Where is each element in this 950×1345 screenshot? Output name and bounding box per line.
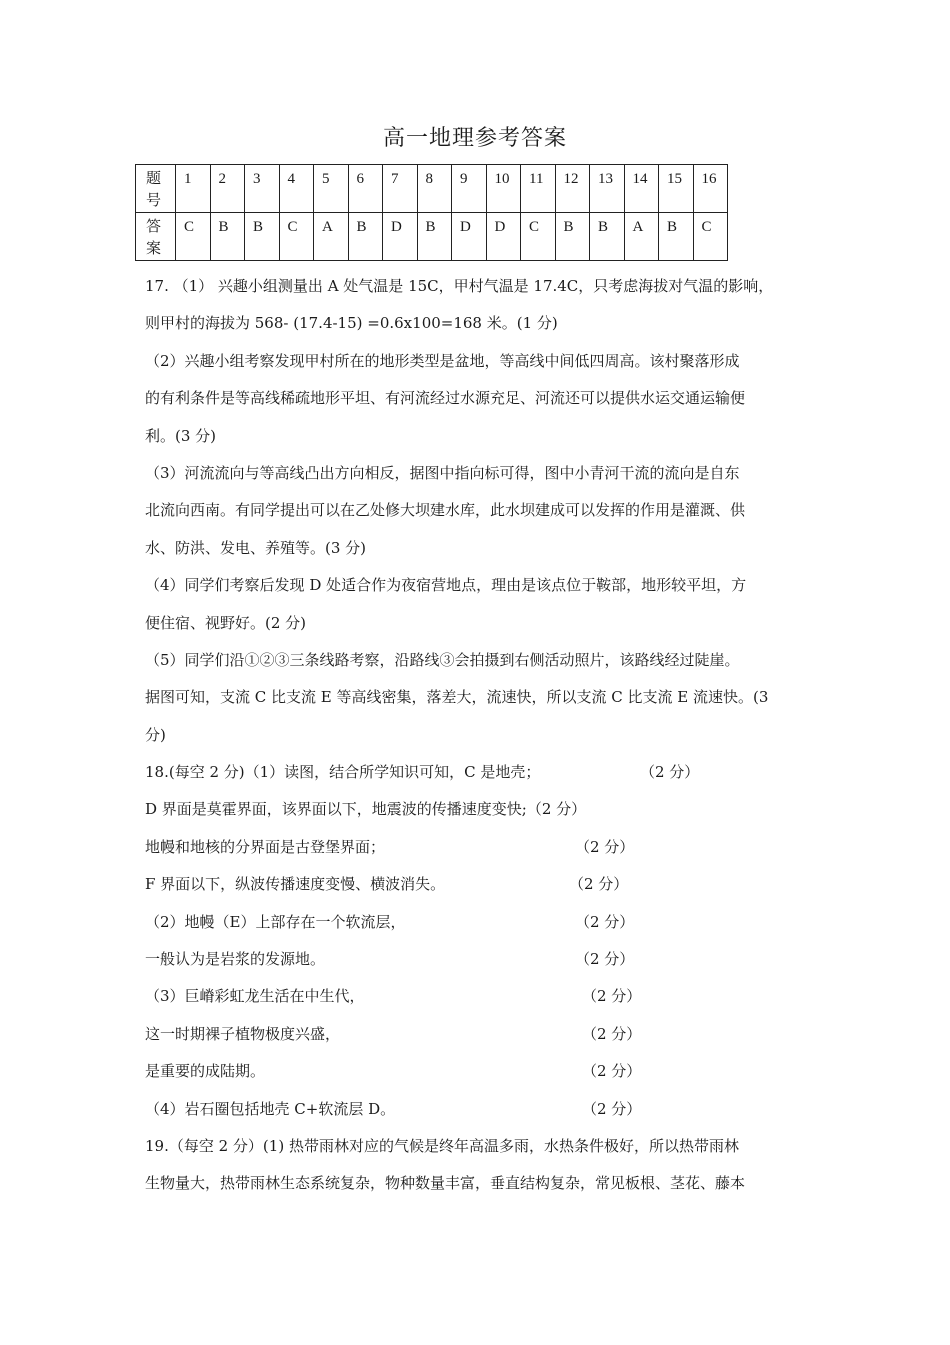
q17-p1-line2: 则甲村的海拔为 568- (17.4-15) =0.6x100=168 米。(1 分): [145, 314, 558, 333]
q18-row-3-score: （2 分）: [575, 837, 635, 856]
number-cell: 11: [521, 165, 556, 213]
q18-row-1: [145, 754, 810, 791]
number-cell: 8: [417, 165, 452, 213]
q18-row-8: [145, 1016, 810, 1053]
number-cell: 3: [245, 165, 280, 213]
page-title: 高一地理参考答案: [382, 126, 567, 151]
q17-p5-line2: 据图可知，支流 C 比支流 E 等高线密集，落差大，流速快，所以支流 C 比支流 E 流速快。(3: [145, 688, 769, 707]
answer-cell: A: [314, 213, 349, 261]
q17-p1-line1: 17. （1） 兴趣小组测量出 A 处气温是 15C，甲村气温是 17.4C，只考虑海拔对气温的影响，: [145, 277, 774, 295]
q18-row-9-score: （2 分）: [582, 1062, 642, 1081]
q17-p5-line1: （5）同学们沿①②③三条线路考察，沿路线③会拍摄到右侧活动照片，该路线经过陡崖。: [145, 650, 740, 669]
number-cell: 6: [348, 165, 383, 213]
q18-row-4-text: F 界面以下，纵波传播速度变慢、横波消失。: [145, 875, 446, 894]
answer-cell: C: [279, 213, 314, 261]
q18-row-5: [145, 904, 810, 941]
q18-row-10-score: （2 分）: [582, 1099, 642, 1118]
number-cell: 12: [555, 165, 590, 213]
answer-cell: B: [590, 213, 625, 261]
answer-cell: A: [624, 213, 659, 261]
q18-row-2-text: D 界面是莫霍界面，该界面以下，地震波的传播速度变快;（2 分）: [145, 800, 587, 819]
answer-cell: B: [555, 213, 590, 261]
number-cell: 14: [624, 165, 659, 213]
q17-p3-line2: 北流向西南。有同学提出可以在乙处修大坝建水库，此水坝建成可以发挥的作用是灌溉、供: [145, 501, 746, 520]
q18-row-3: [145, 829, 810, 866]
answer-cell: D: [383, 213, 418, 261]
table-row-numbers: [136, 165, 728, 213]
q18-row-9: [145, 1053, 810, 1090]
q18-row-10-text: （4）岩石圈包括地壳 C+软流层 D。: [145, 1099, 396, 1118]
number-cell: 7: [383, 165, 418, 213]
answer-cell: B: [210, 213, 245, 261]
q18-row-1-text: 18.(每空 2 分)（1）读图，结合所学知识可知，C 是地壳；: [145, 763, 541, 782]
q17-p4-line1: （4）同学们考察后发现 D 处适合作为夜宿营地点，理由是该点位于鞍部，地形较平坦，方: [145, 576, 747, 595]
header-label-cell: [136, 165, 176, 213]
answer-label-bottom: 案: [146, 241, 162, 257]
answer-cell: B: [417, 213, 452, 261]
q17-p2-line1: （2）兴趣小组考察发现甲村所在的地形类型是盆地，等高线中间低四周高。该村聚落形成: [145, 351, 740, 370]
q18-row-6: [145, 941, 810, 978]
answer-cell: D: [452, 213, 487, 261]
q18-row-3-text: 地幔和地核的分界面是古登堡界面；: [145, 837, 386, 856]
q18-row-7-score: （2 分）: [582, 987, 642, 1006]
q17-p3-line3: 水、防洪、发电、养殖等。(3 分): [145, 538, 367, 557]
q18-row-7-text: （3）巨嵴彩虹龙生活在中生代，: [145, 987, 365, 1006]
answer-cell: B: [348, 213, 383, 261]
number-cell: 4: [279, 165, 314, 213]
header-label-bottom: 号: [146, 193, 162, 209]
table-row-answers: [136, 213, 728, 261]
q18-row-5-text: （2）地幔（E）上部存在一个软流层，: [145, 912, 406, 931]
q17-p3-line1: （3）河流流向与等高线凸出方向相反，据图中指向标可得，图中小青河干流的流向是自东: [145, 463, 740, 482]
q18-row-4: [145, 866, 810, 903]
answer-label-cell: [136, 213, 176, 261]
q18-row-8-text: 这一时期裸子植物极度兴盛，: [145, 1024, 341, 1043]
answer-cell: B: [659, 213, 694, 261]
number-cell: 5: [314, 165, 349, 213]
answer-cell: C: [176, 213, 211, 261]
q18-row-6-score: （2 分）: [575, 950, 635, 969]
answer-cell: B: [245, 213, 280, 261]
answer-cell: C: [693, 213, 728, 261]
q18-row-8-score: （2 分）: [582, 1024, 642, 1043]
number-cell: 10: [486, 165, 521, 213]
q17-p2-line3: 利。(3 分): [145, 426, 217, 445]
number-cell: 9: [452, 165, 487, 213]
q18-row-2: [145, 791, 810, 828]
q17-p5-line3: 分): [145, 725, 166, 744]
q18-row-4-score: （2 分）: [569, 875, 629, 894]
answer-label-top: 答: [146, 219, 162, 235]
q18-row-6-text: 一般认为是岩浆的发源地。: [145, 950, 326, 969]
number-cell: 1: [176, 165, 211, 213]
header-label-top: 题: [146, 171, 162, 187]
number-cell: 2: [210, 165, 245, 213]
q19-line2: 生物量大，热带雨林生态系统复杂，物种数量丰富，垂直结构复杂，常见板根、茎花、藤本: [145, 1174, 746, 1193]
q18-row-10: [145, 1091, 810, 1128]
q17-p4-line2: 便住宿、视野好。(2 分): [145, 613, 307, 632]
answer-table: [135, 164, 728, 261]
q18-row-1-score: （2 分）: [640, 763, 700, 782]
answer-body: [145, 268, 810, 1203]
q18-row-7: [145, 978, 810, 1015]
answer-cell: D: [486, 213, 521, 261]
number-cell: 16: [693, 165, 728, 213]
q18-row-9-text: 是重要的成陆期。: [145, 1062, 266, 1081]
q19-line1: 19.（每空 2 分）(1) 热带雨林对应的气候是终年高温多雨，水热条件极好，所以热带雨林: [145, 1136, 739, 1155]
q18-row-5-score: （2 分）: [575, 912, 635, 931]
number-cell: 15: [659, 165, 694, 213]
number-cell: 13: [590, 165, 625, 213]
q17-p2-line2: 的有利条件是等高线稀疏地形平坦、有河流经过水源充足、河流还可以提供水运交通运输便: [145, 389, 746, 408]
answer-cell: C: [521, 213, 556, 261]
